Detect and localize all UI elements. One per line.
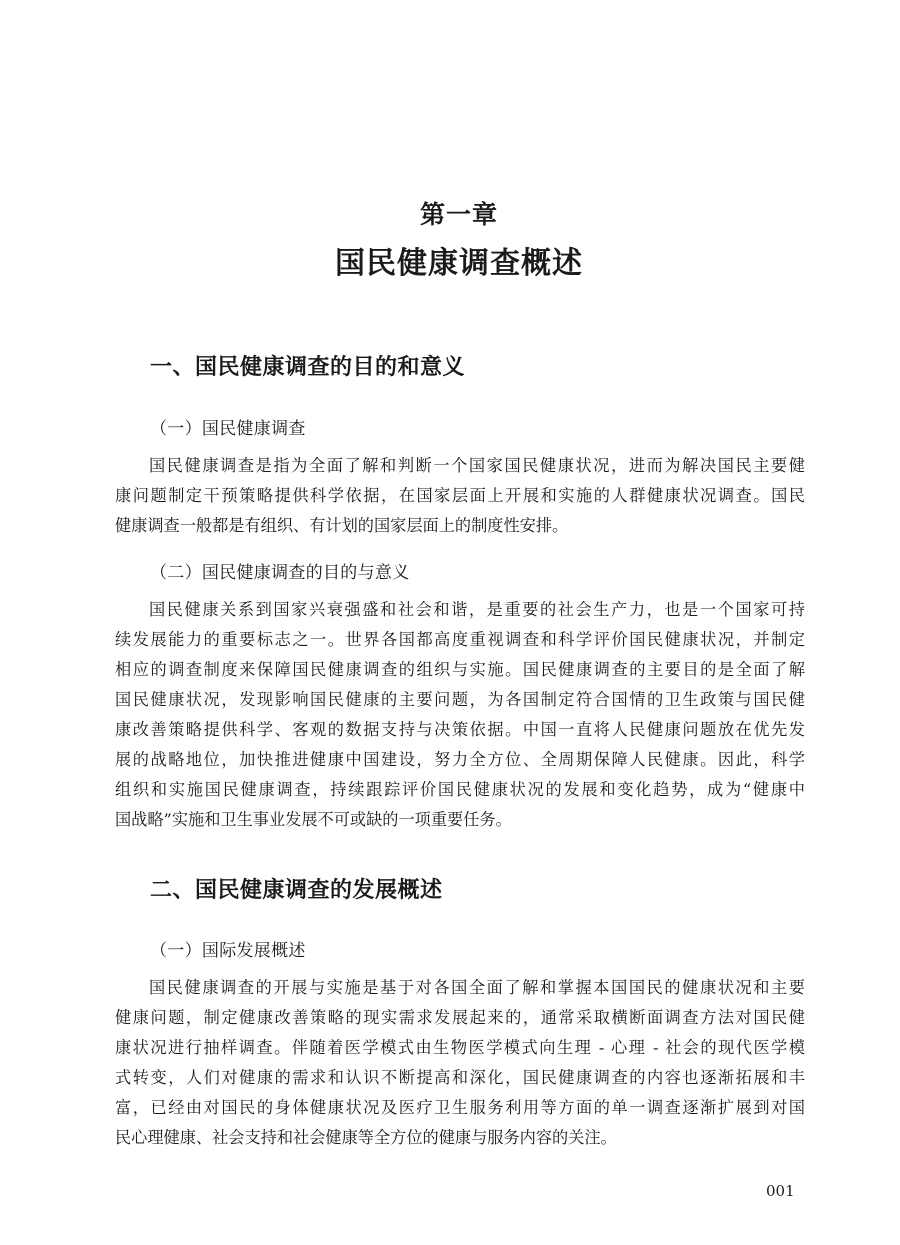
paragraph-2-1	[115, 973, 805, 1153]
paragraph-1-1	[115, 451, 805, 541]
paragraph-line: 相应的调查制度来保障国民健康调查的组织与实施。国民健康调查的主要目的是全面了解	[115, 660, 805, 679]
paragraph-line: 式转变，人们对健康的需求和认识不断提高和深化，国民健康调查的内容也逐渐拓展和丰	[115, 1068, 805, 1087]
paragraph-line: 国民健康关系到国家兴衰强盛和社会和谐，是重要的社会生产力，也是一个国家可持	[149, 600, 805, 619]
section-heading-1: 一、国民健康调查的目的和意义	[150, 354, 466, 380]
paragraph-line: 国民健康状况，发现影响国民健康的主要问题，为各国制定符合国情的卫生政策与国民健	[115, 690, 805, 709]
paragraph-1-2	[115, 595, 805, 835]
paragraph-line: 健康问题，制定健康改善策略的现实需求发展起来的，通常采取横断面调查方法对国民健	[115, 1008, 805, 1027]
subsection-heading-1-1: （一）国民健康调查	[150, 419, 306, 439]
paragraph-line: 展的战略地位，加快推进健康中国建设，努力全方位、全周期保障人民健康。因此，科学	[115, 750, 805, 769]
subsection-heading-2-1: （一）国际发展概述	[150, 941, 306, 961]
paragraph-line: 国民健康调查的开展与实施是基于对各国全面了解和掌握本国国民的健康状况和主要	[149, 978, 805, 997]
section-heading-2: 二、国民健康调查的发展概述	[150, 877, 443, 903]
paragraph-line: 康改善策略提供科学、客观的数据支持与决策依据。中国一直将人民健康问题放在优先发	[115, 720, 805, 739]
paragraph-line: 国战略”实施和卫生事业发展不可或缺的一项重要任务。	[115, 810, 512, 829]
chapter-title: 国民健康调查概述	[335, 246, 583, 281]
paragraph-line: 续发展能力的重要标志之一。世界各国都高度重视调查和科学评价国民健康状况，并制定	[115, 630, 805, 649]
paragraph-line: 组织和实施国民健康调查，持续跟踪评价国民健康状况的发展和变化趋势，成为“健康中	[115, 780, 805, 799]
paragraph-line: 国民健康调查是指为全面了解和判断一个国家国民健康状况，进而为解决国民主要健	[149, 456, 805, 475]
page-number: 001	[766, 1182, 795, 1200]
paragraph-line: 健康调查一般都是有组织、有计划的国家层面上的制度性安排。	[115, 516, 569, 535]
paragraph-line: 富，已经由对国民的身体健康状况及医疗卫生服务利用等方面的单一调查逐渐扩展到对国	[115, 1098, 805, 1117]
subsection-heading-1-2: （二）国民健康调查的目的与意义	[150, 563, 410, 583]
chapter-label: 第一章	[419, 200, 498, 229]
paragraph-line: 民心理健康、社会支持和社会健康等全方位的健康与服务内容的关注。	[115, 1128, 617, 1147]
paragraph-line: 康状况进行抽样调查。伴随着医学模式由生物医学模式向生理 - 心理 - 社会的现代医学模	[115, 1038, 805, 1057]
paragraph-line: 康问题制定干预策略提供科学依据，在国家层面上开展和实施的人群健康状况调查。国民	[115, 486, 805, 505]
